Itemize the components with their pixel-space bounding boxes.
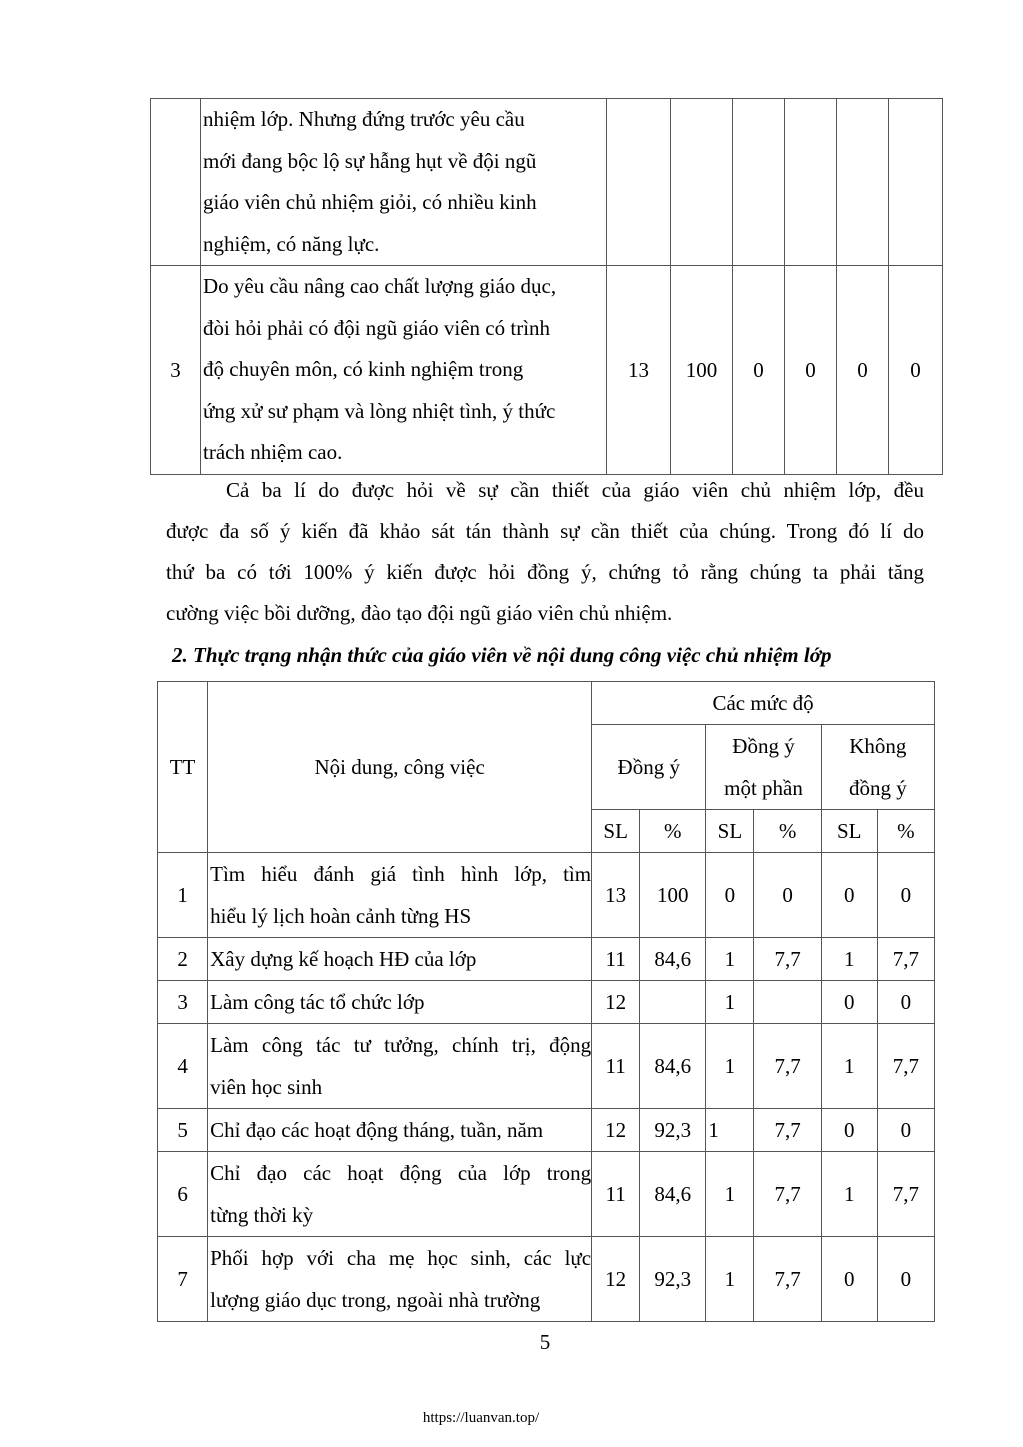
cell-line: lượng giáo dục trong, ngoài nhà trường bbox=[210, 1288, 541, 1312]
cell-line: mới đang bộc lộ sự hẫng hụt về đội ngũ bbox=[203, 148, 537, 173]
section-heading: 2. Thực trạng nhận thức của giáo viên về nội dung công việc chủ nhiệm lớp bbox=[172, 643, 832, 667]
value-cell: 1 bbox=[706, 1024, 754, 1109]
value-cell bbox=[671, 99, 733, 266]
cell-line: từng thời kỳ bbox=[210, 1203, 314, 1227]
cell-line: Do yêu cầu nâng cao chất lượng giáo dục, bbox=[203, 274, 557, 298]
header-partial bbox=[706, 725, 821, 810]
task-cell bbox=[208, 1024, 592, 1109]
table-row bbox=[151, 266, 943, 475]
table-row bbox=[158, 1024, 935, 1109]
tt-cell: 1 bbox=[158, 853, 208, 938]
value-cell: 0 bbox=[754, 853, 821, 938]
value-cell: 84,6 bbox=[640, 938, 706, 981]
table-row bbox=[158, 1152, 935, 1237]
value-cell: 0 bbox=[877, 981, 934, 1024]
tt-cell: 4 bbox=[158, 1024, 208, 1109]
value-cell: 7,7 bbox=[754, 1237, 821, 1322]
header-content: Nội dung, công việc bbox=[208, 682, 592, 853]
header-line: Đồng ý bbox=[732, 734, 795, 758]
value-cell: 1 bbox=[821, 1152, 877, 1237]
table-row bbox=[151, 99, 943, 266]
value-cell: 0 bbox=[877, 1109, 934, 1152]
value-cell: 11 bbox=[592, 1024, 640, 1109]
tt-cell: 5 bbox=[158, 1109, 208, 1152]
value-cell: 7,7 bbox=[754, 938, 821, 981]
value-cell: 0 bbox=[821, 853, 877, 938]
page-number: 5 bbox=[539, 1330, 551, 1354]
value-cell: 7,7 bbox=[877, 1024, 934, 1109]
tt-cell: 3 bbox=[151, 266, 201, 475]
cell-line: trách nhiệm cao. bbox=[203, 440, 343, 464]
header-pct: % bbox=[754, 810, 821, 853]
task-cell bbox=[208, 1237, 592, 1322]
cell-line: độ chuyên môn, có kinh nghiệm trong bbox=[203, 357, 524, 381]
header-sl: SL bbox=[592, 810, 640, 853]
tt-cell: 2 bbox=[158, 938, 208, 981]
value-cell: 0 bbox=[821, 1109, 877, 1152]
value-cell: 12 bbox=[592, 1237, 640, 1322]
value-cell: 11 bbox=[592, 1152, 640, 1237]
value-cell: 0 bbox=[877, 1237, 934, 1322]
value-cell: 13 bbox=[592, 853, 640, 938]
value-cell: 1 bbox=[821, 1024, 877, 1109]
reasons-table bbox=[150, 98, 943, 475]
paragraph-line: Cả ba lí do được hỏi về sự cần thiết của giáo viên chủ nhiệm lớp, đều bbox=[226, 478, 924, 502]
cell-line: hiểu lý lịch hoàn cảnh từng HS bbox=[210, 904, 472, 928]
value-cell bbox=[754, 981, 821, 1024]
cell-line: Phối hợp với cha mẹ học sinh, các lực bbox=[210, 1246, 592, 1270]
reason-cell bbox=[201, 99, 607, 266]
task-cell bbox=[208, 938, 592, 981]
table-row bbox=[158, 1109, 935, 1152]
value-cell: 7,7 bbox=[754, 1024, 821, 1109]
value-cell bbox=[837, 99, 889, 266]
header-line: đồng ý bbox=[848, 776, 907, 800]
cell-line: ứng xử sư phạm và lòng nhiệt tình, ý thức bbox=[203, 398, 556, 423]
value-cell: 1 bbox=[821, 938, 877, 981]
header-agree: Đồng ý bbox=[592, 725, 706, 810]
cell-line: Làm công tác tư tưởng, chính trị, động bbox=[210, 1033, 592, 1057]
footer-url: https://luanvan.top/ bbox=[422, 1410, 540, 1426]
value-cell: 92,3 bbox=[640, 1109, 706, 1152]
body-paragraph bbox=[166, 470, 924, 634]
value-cell: 0 bbox=[733, 266, 785, 475]
cell-line: Chỉ đạo các hoạt động tháng, tuần, năm bbox=[210, 1118, 544, 1142]
value-cell: 0 bbox=[821, 1237, 877, 1322]
value-cell: 100 bbox=[671, 266, 733, 475]
value-cell: 0 bbox=[837, 266, 889, 475]
value-cell: 7,7 bbox=[877, 1152, 934, 1237]
value-cell bbox=[889, 99, 943, 266]
header-levels: Các mức độ bbox=[592, 682, 935, 725]
cell-line: Tìm hiểu đánh giá tình hình lớp, tìm bbox=[210, 862, 592, 886]
cell-line: Xây dựng kế hoạch HĐ của lớp bbox=[210, 947, 477, 971]
header-row bbox=[158, 682, 935, 725]
value-cell: 7,7 bbox=[754, 1109, 821, 1152]
value-cell: 0 bbox=[785, 266, 837, 475]
header-line: Không bbox=[849, 734, 907, 758]
task-awareness-table bbox=[157, 681, 935, 1322]
value-cell bbox=[607, 99, 671, 266]
value-cell: 7,7 bbox=[877, 938, 934, 981]
value-cell: 92,3 bbox=[640, 1237, 706, 1322]
header-disagree bbox=[821, 725, 934, 810]
value-cell: 0 bbox=[706, 853, 754, 938]
header-sl: SL bbox=[706, 810, 754, 853]
value-cell: 7,7 bbox=[754, 1152, 821, 1237]
tt-cell: 3 bbox=[158, 981, 208, 1024]
header-line: một phần bbox=[724, 776, 803, 800]
value-cell bbox=[785, 99, 837, 266]
value-cell: 84,6 bbox=[640, 1152, 706, 1237]
table-row bbox=[158, 981, 935, 1024]
cell-line: nhiệm lớp. Nhưng đứng trước yêu cầu bbox=[203, 107, 525, 131]
cell-line: đòi hỏi phải có đội ngũ giáo viên có trình bbox=[203, 315, 551, 340]
value-cell bbox=[733, 99, 785, 266]
header-tt: TT bbox=[158, 682, 208, 853]
paragraph-line: thứ ba có tới 100% ý kiến được hỏi đồng ý, chứng tỏ rằng chúng ta phải tăng bbox=[166, 560, 924, 584]
value-cell: 13 bbox=[607, 266, 671, 475]
table-row bbox=[158, 853, 935, 938]
value-cell: 100 bbox=[640, 853, 706, 938]
task-cell bbox=[208, 1109, 592, 1152]
value-cell: 1 bbox=[706, 1152, 754, 1237]
cell-line: viên học sinh bbox=[210, 1075, 323, 1099]
value-cell bbox=[640, 981, 706, 1024]
cell-line: nghiệm, có năng lực. bbox=[203, 231, 380, 256]
task-cell bbox=[208, 1152, 592, 1237]
header-pct: % bbox=[877, 810, 934, 853]
value-cell: 0 bbox=[877, 853, 934, 938]
value-cell: 1 bbox=[706, 981, 754, 1024]
paragraph-line: cường việc bồi dưỡng, đào tạo đội ngũ giáo viên chủ nhiệm. bbox=[166, 601, 673, 625]
value-cell: 1 bbox=[706, 1109, 754, 1152]
value-cell: 12 bbox=[592, 981, 640, 1024]
value-cell: 1 bbox=[706, 938, 754, 981]
task-cell bbox=[208, 853, 592, 938]
table-row bbox=[158, 938, 935, 981]
value-cell: 0 bbox=[889, 266, 943, 475]
paragraph-line: được đa số ý kiến đã khảo sát tán thành sự cần thiết của chúng. Trong đó lí do bbox=[166, 519, 924, 543]
cell-line: Chỉ đạo các hoạt động của lớp trong bbox=[210, 1161, 592, 1185]
value-cell: 84,6 bbox=[640, 1024, 706, 1109]
cell-line: Làm công tác tổ chức lớp bbox=[210, 990, 425, 1014]
tt-cell: 7 bbox=[158, 1237, 208, 1322]
value-cell: 11 bbox=[592, 938, 640, 981]
header-pct: % bbox=[640, 810, 706, 853]
header-sl: SL bbox=[821, 810, 877, 853]
value-cell: 1 bbox=[706, 1237, 754, 1322]
value-cell: 12 bbox=[592, 1109, 640, 1152]
reason-cell bbox=[201, 266, 607, 475]
task-cell bbox=[208, 981, 592, 1024]
value-cell: 0 bbox=[821, 981, 877, 1024]
tt-cell bbox=[151, 99, 201, 266]
table-row bbox=[158, 1237, 935, 1322]
cell-line: giáo viên chủ nhiệm giỏi, có nhiều kinh bbox=[203, 190, 537, 214]
tt-cell: 6 bbox=[158, 1152, 208, 1237]
